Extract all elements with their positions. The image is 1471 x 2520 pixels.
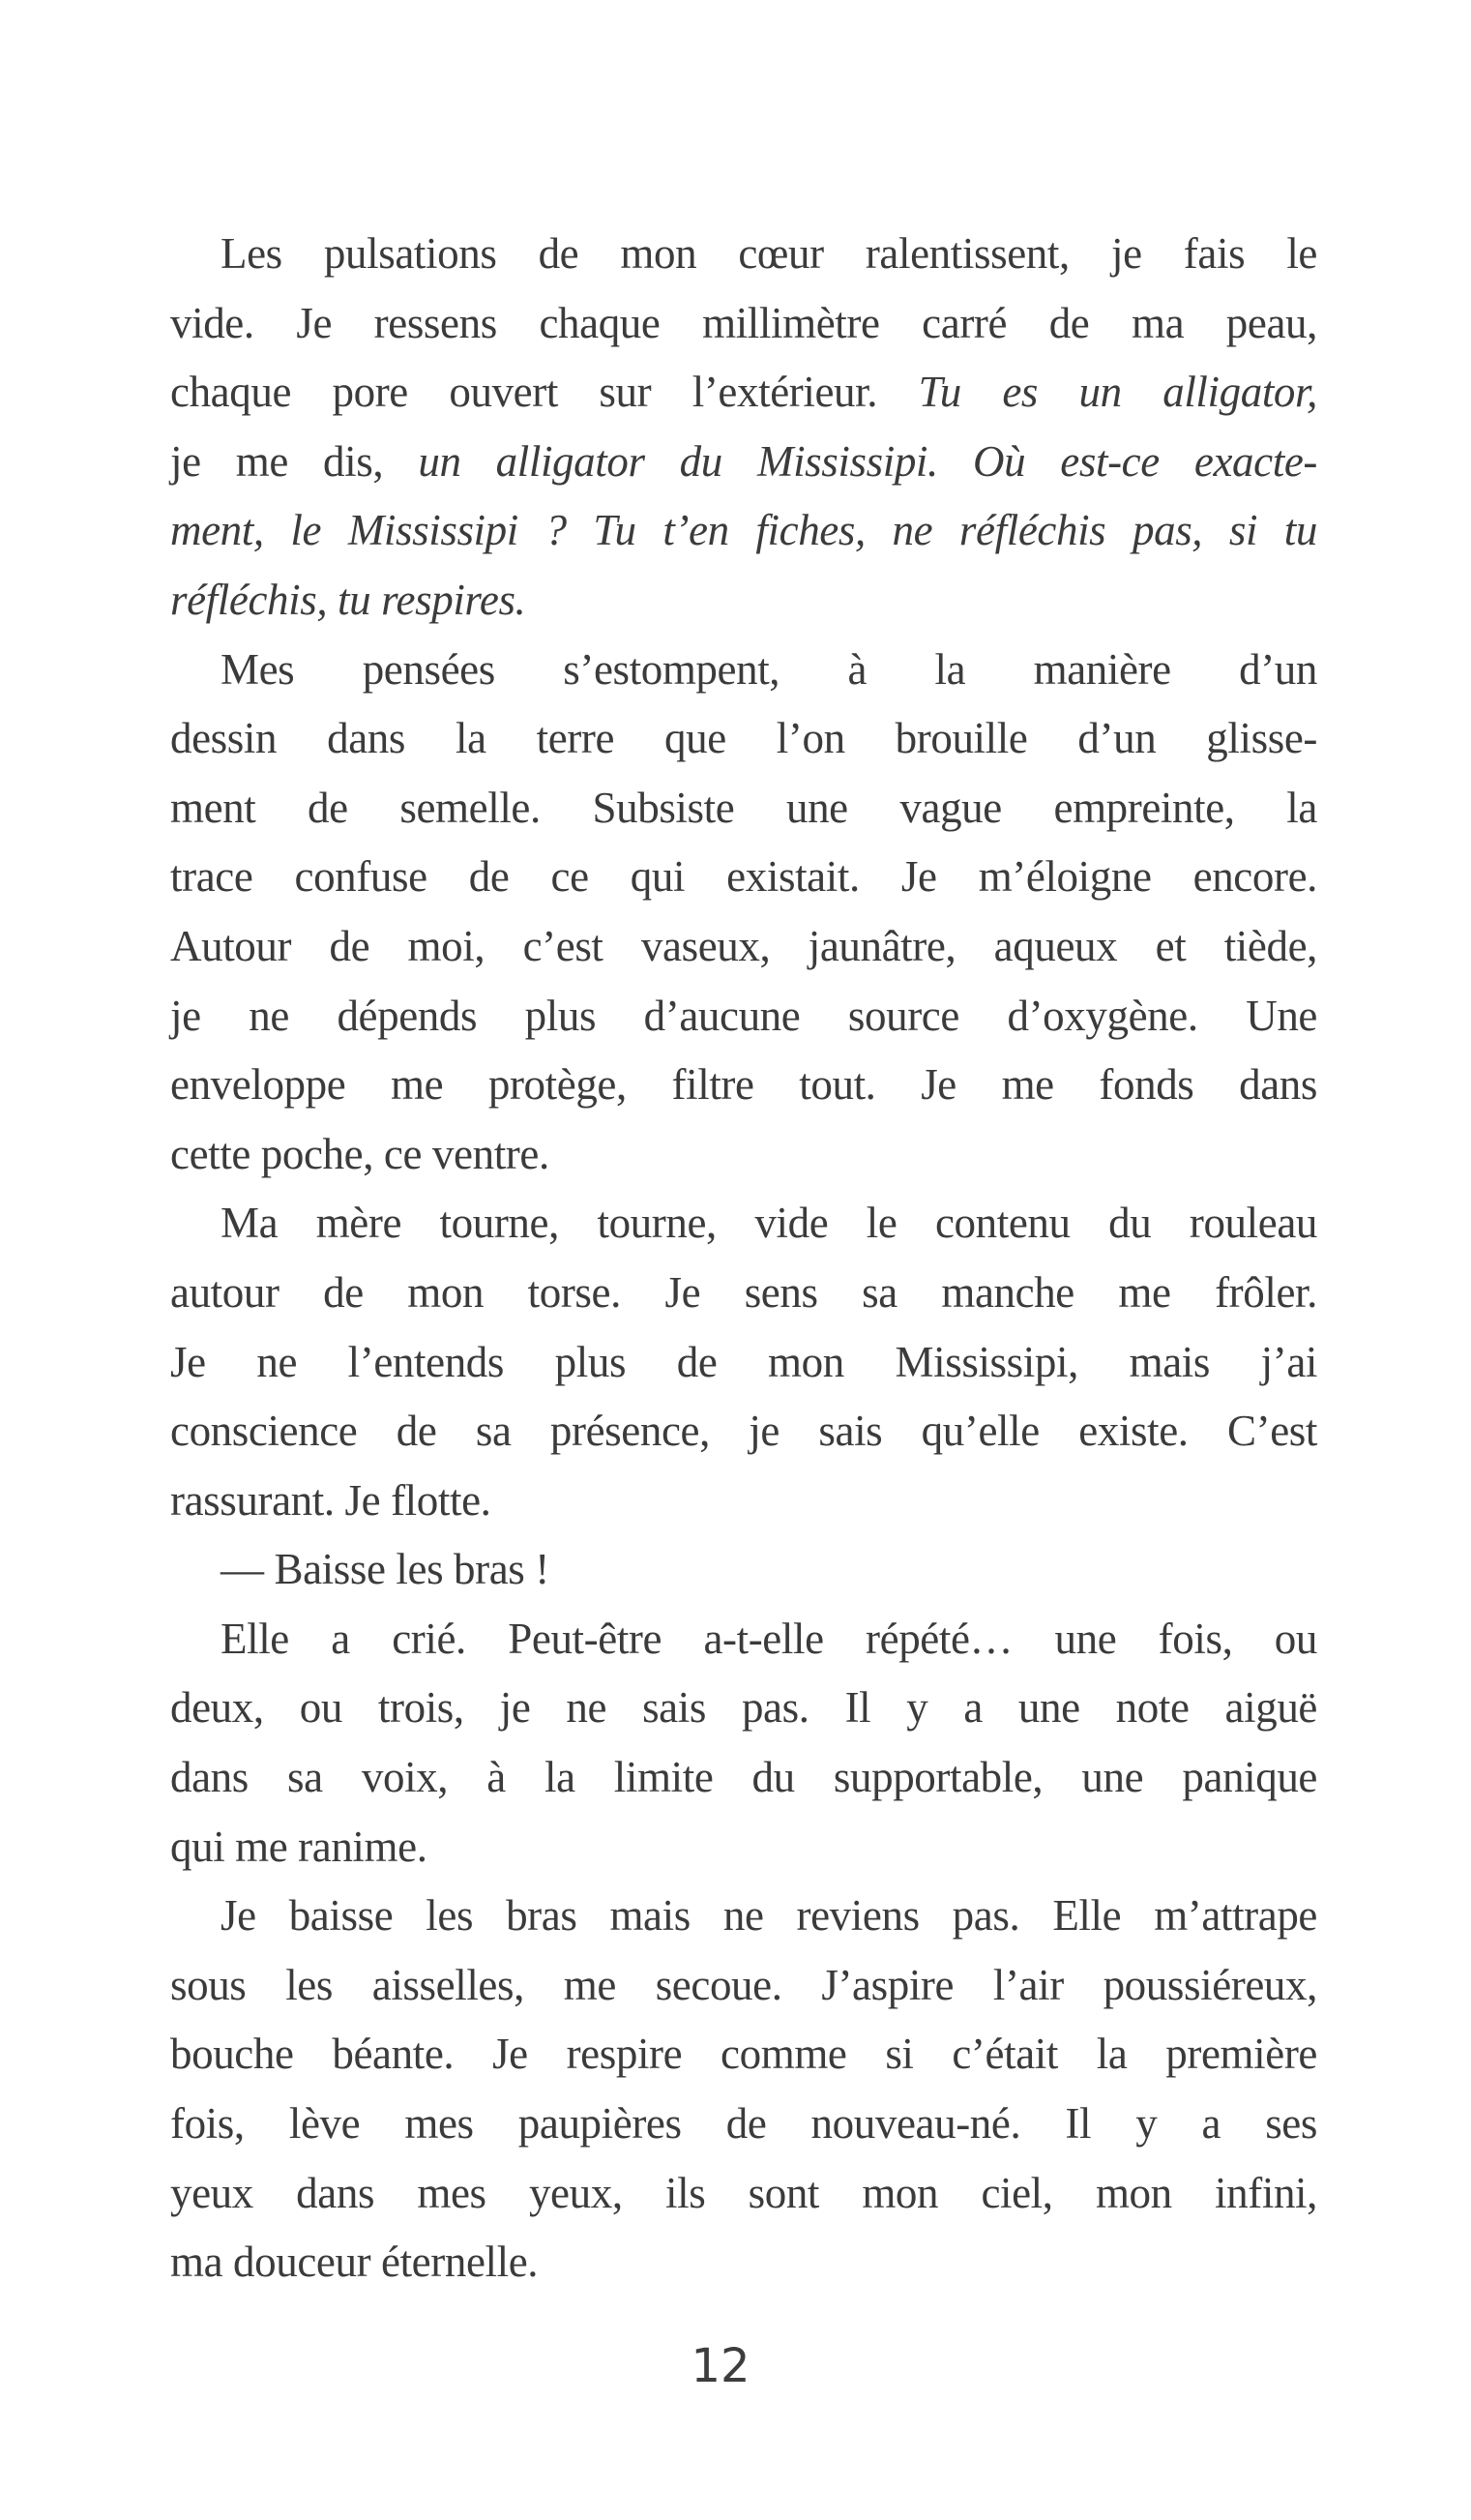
text-segment: bouche béante. Je respire comme si c’était la première: [170, 2030, 1317, 2079]
text-segment: Je baisse les bras mais ne reviens pas. Elle m’attrape: [221, 1891, 1317, 1941]
text-segment: sous les aisselles, me secoue. J’aspire l’air poussiéreux,: [170, 1960, 1317, 2009]
text-line: [170, 220, 1317, 289]
text-segment: enveloppe me protège, filtre tout. Je me fonds dans: [170, 1060, 1317, 1110]
text-segment: qui me ranime.: [170, 1822, 427, 1871]
text-segment: chaque pore ouvert sur l’extérieur.: [170, 368, 919, 417]
text-line: [170, 1951, 1317, 2021]
text-line: [170, 2228, 1317, 2298]
text-segment: dans sa voix, à la limite du supportable, une panique: [170, 1753, 1317, 1802]
italic-text-segment: Tu es un alligator,: [918, 368, 1318, 417]
text-segment: rassurant. Je flotte.: [170, 1475, 491, 1525]
text-segment: Autour de moi, c’est vaseux, jaunâtre, aqueux et tiède,: [170, 921, 1317, 970]
text-line: [170, 704, 1317, 774]
italic-text-segment: ment, le Mississipi ? Tu t’en fiches, ne réfléchis pas, si tu: [170, 506, 1317, 555]
text-segment: cette poche, ce ventre.: [170, 1129, 549, 1178]
text-segment: ment de semelle. Subsiste une vague empreinte, la: [170, 783, 1317, 832]
text-segment: dessin dans la terre que l’on brouille d’un glisse-: [170, 714, 1317, 763]
text-line: [170, 843, 1317, 912]
text-segment: je ne dépends plus d’aucune source d’oxygène. Une: [170, 991, 1317, 1040]
text-line: [170, 428, 1317, 497]
text-line: [170, 1189, 1317, 1259]
text-line: [170, 1674, 1317, 1743]
text-line: [170, 1328, 1317, 1398]
text-line: [170, 2090, 1317, 2159]
text-segment: vide. Je ressens chaque millimètre carré de ma peau,: [170, 298, 1317, 347]
text-segment: conscience de sa présence, je sais qu’elle existe. C’est: [170, 1407, 1317, 1456]
text-line: [170, 1605, 1317, 1675]
text-line: [170, 1120, 1317, 1190]
text-line: [170, 2159, 1317, 2229]
text-segment: autour de mon torse. Je sens sa manche me frôler.: [170, 1267, 1317, 1317]
text-line: [170, 358, 1317, 428]
text-line: [170, 774, 1317, 844]
text-line: [170, 289, 1317, 359]
text-line: [170, 496, 1317, 566]
text-segment: trace confuse de ce qui existait. Je m’éloigne encore.: [170, 852, 1317, 902]
text-line: [170, 1467, 1317, 1536]
text-segment: fois, lève mes paupières de nouveau-né. Il y a ses: [170, 2099, 1317, 2149]
text-segment: — Baisse les bras !: [221, 1545, 549, 1594]
text-line: [170, 912, 1317, 982]
text-line: [170, 1397, 1317, 1467]
text-segment: Je ne l’entends plus de mon Mississipi, mais j’ai: [170, 1337, 1317, 1386]
text-line: [170, 982, 1317, 1052]
text-segment: Mes pensées s’estompent, à la manière d’un: [221, 644, 1317, 694]
text-line: [170, 636, 1317, 705]
text-line: [170, 1743, 1317, 1813]
text-segment: yeux dans mes yeux, ils sont mon ciel, mon infini,: [170, 2168, 1317, 2217]
text-segment: Les pulsations de mon cœur ralentissent, je fais le: [221, 229, 1317, 278]
text-line: [170, 1259, 1317, 1328]
italic-text-segment: réfléchis, tu respires.: [170, 575, 526, 624]
text-line: [170, 1813, 1317, 1883]
text-segment: ma douceur éternelle.: [170, 2238, 539, 2287]
body-text: [170, 220, 1317, 2298]
text-line: [170, 566, 1317, 636]
text-line: [170, 1051, 1317, 1120]
italic-text-segment: un alligator du Mississipi. Où est-ce exacte-: [418, 436, 1317, 486]
page-number: 12: [691, 2339, 750, 2393]
text-line: [170, 1882, 1317, 1951]
text-segment: Elle a crié. Peut-être a-t-elle répété… une fois, ou: [221, 1614, 1317, 1663]
text-segment: Ma mère tourne, tourne, vide le contenu du rouleau: [221, 1199, 1317, 1248]
text-segment: je me dis,: [170, 436, 419, 486]
text-segment: deux, ou trois, je ne sais pas. Il y a une note aiguë: [170, 1683, 1317, 1733]
text-line: [170, 1535, 1317, 1605]
text-line: [170, 2020, 1317, 2090]
